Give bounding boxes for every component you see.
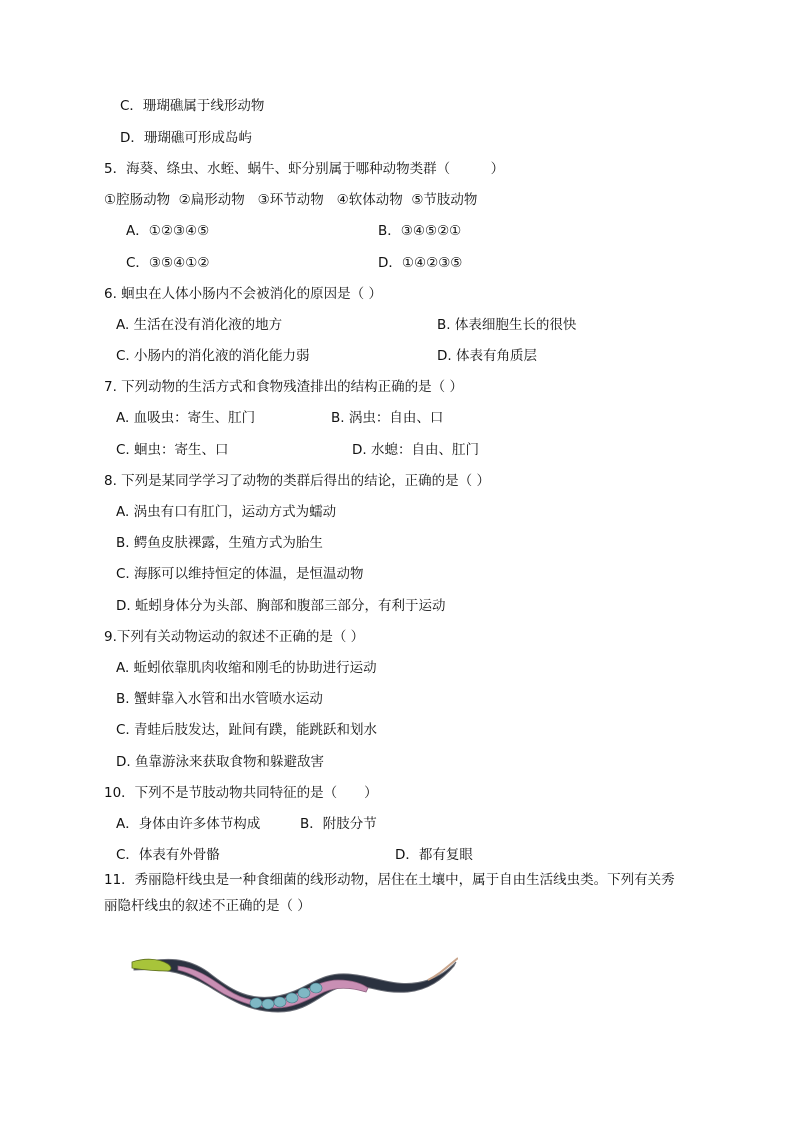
- q8-option-c: C. 海豚可以维持恒定的体温，是恒温动物: [116, 566, 364, 582]
- q6-option-c: C. 小肠内的消化液的消化能力弱: [116, 348, 310, 364]
- q10-option-c: C．体表有外骨骼: [116, 847, 220, 863]
- q8-stem: 8. 下列是某同学学习了动物的类群后得出的结论，正确的是（ ）: [104, 473, 490, 489]
- q4-option-c: C．珊瑚礁属于线形动物: [120, 98, 265, 114]
- q5-option-c: C．③⑤④①②: [126, 255, 210, 271]
- q6-stem: 6. 蛔虫在人体小肠内不会被消化的原因是（ ）: [104, 286, 382, 302]
- q6-option-a: A. 生活在没有消化液的地方: [116, 317, 283, 333]
- q10-option-b: B．附肢分节: [300, 816, 377, 832]
- q7-option-a: A. 血吸虫：寄生、肛门: [116, 410, 256, 426]
- q5-option-b: B．③④⑤②①: [378, 223, 462, 239]
- q6-option-d: D. 体表有角质层: [437, 348, 537, 364]
- q6-option-b: B. 体表细胞生长的很快: [437, 317, 577, 333]
- q7-stem: 7. 下列动物的生活方式和食物残渣排出的结构正确的是（ ）: [104, 379, 463, 395]
- q8-option-a: A. 涡虫有口有肛门，运动方式为蠕动: [116, 504, 337, 520]
- q7-option-c: C. 蛔虫：寄生、口: [116, 442, 229, 458]
- q9-option-c: C. 青蛙后肢发达，趾间有蹼，能跳跃和划水: [116, 722, 378, 738]
- q9-option-a: A. 蚯蚓依靠肌肉收缩和刚毛的协助进行运动: [116, 660, 377, 676]
- q5-option-a: A．①②③④⑤: [126, 223, 210, 239]
- q7-option-d: D. 水螅：自由、肛门: [352, 442, 479, 458]
- q11-stem-line2: 丽隐杆线虫的叙述不正确的是（ ）: [104, 898, 311, 914]
- q11-stem-line1: 11．秀丽隐杆线虫是一种食细菌的线形动物，居住在土壤中，属于自由生活线虫类。下列有关秀: [104, 872, 675, 888]
- q9-stem: 9.下列有关动物运动的叙述不正确的是（ ）: [104, 629, 365, 645]
- q5-stem: 5．海葵、绦虫、水蛭、蜗牛、虾分别属于哪种动物类群（ ）: [104, 161, 505, 177]
- q8-option-b: B. 鳄鱼皮肤裸露，生殖方式为胎生: [116, 535, 323, 551]
- q5-option-d: D．①④②③⑤: [378, 255, 463, 271]
- q9-option-b: B. 蟹蚌靠入水管和出水管喷水运动: [116, 691, 323, 707]
- q5-categories: ①腔肠动物 ②扁形动物 ③环节动物 ④软体动物 ⑤节肢动物: [104, 192, 478, 208]
- q8-option-d: D. 蚯蚓身体分为头部、胸部和腹部三部分，有利于运动: [116, 598, 446, 614]
- q4-option-d: D．珊瑚礁可形成岛屿: [120, 130, 252, 146]
- q7-option-b: B. 涡虫：自由、口: [331, 410, 444, 426]
- q10-option-a: A．身体由许多体节构成: [116, 816, 261, 832]
- q10-stem: 10．下列不是节肢动物共同特征的是（ ）: [104, 785, 378, 801]
- nematode-illustration: [128, 950, 458, 1022]
- q10-option-d: D．都有复眼: [395, 847, 473, 863]
- q9-option-d: D. 鱼靠游泳来获取食物和躲避敌害: [116, 754, 324, 770]
